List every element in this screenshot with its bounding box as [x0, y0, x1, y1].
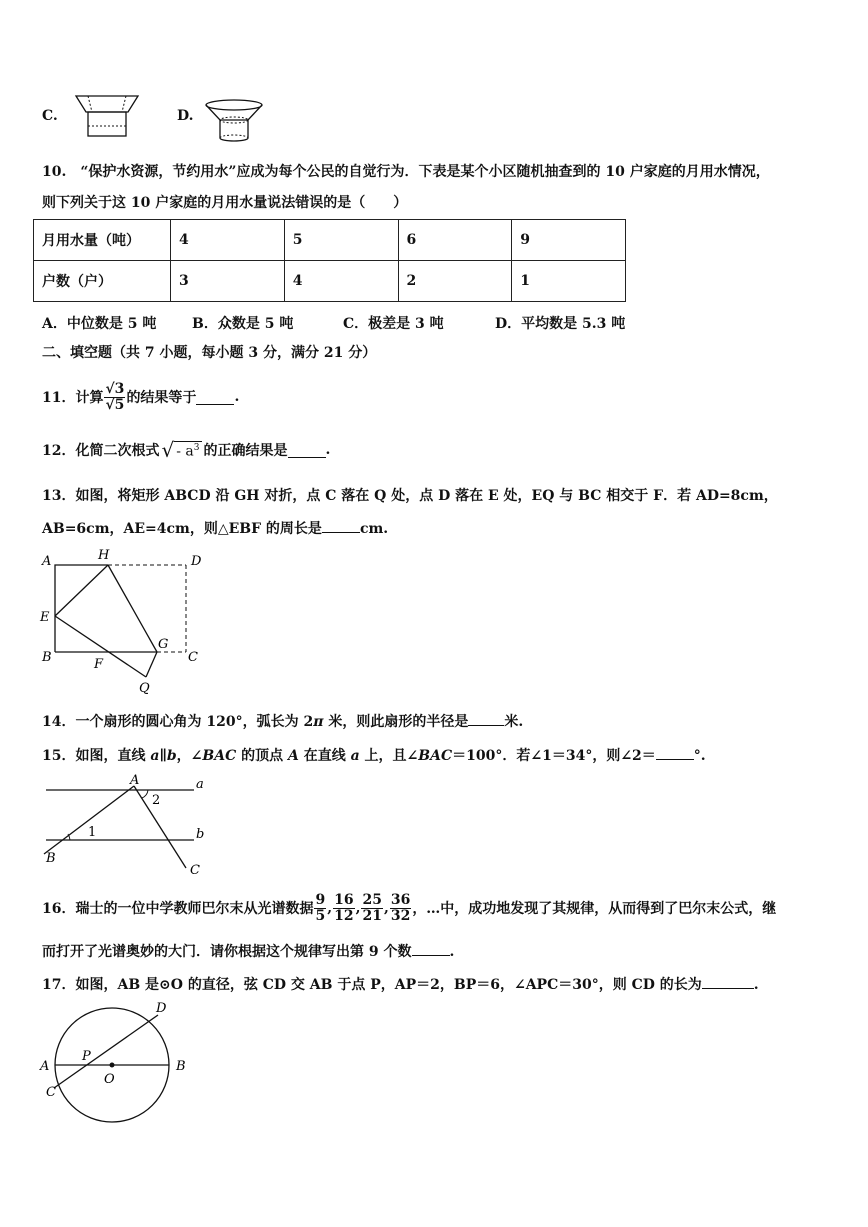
table-cell: 1 [512, 261, 626, 302]
table-cell: 9 [512, 220, 626, 261]
table-cell: 2 [398, 261, 512, 302]
q16-text-line2: 而打开了光谱奥妙的大门．请你根据这个规律写出第 9 个数 . [42, 941, 454, 961]
answer-blank [656, 745, 694, 760]
label-b: B [176, 1059, 186, 1074]
table-cell: 4 [284, 261, 398, 302]
table-cell: 户数（户） [34, 261, 171, 302]
q16-fraction: $\frac{36}{32}$ [390, 891, 411, 924]
answer-blank [196, 390, 234, 405]
label-b: B [42, 650, 52, 665]
label-b-point: B [46, 851, 56, 866]
q12-radical: √ - $a^3$ [161, 438, 200, 462]
q13-text-line2: AB=6cm，AE=4cm，则△EBF 的周长是 cm. [42, 518, 388, 538]
q14-text: 14．一个扇形的圆心角为 120°，弧长为 2π 米，则此扇形的半径是 米. [42, 711, 523, 731]
table-cell: 6 [398, 220, 512, 261]
q16-fraction: $\frac{9}{5}$ [315, 891, 326, 924]
answer-blank [288, 443, 326, 458]
table-cell: 3 [171, 261, 285, 302]
water-usage-table [33, 219, 626, 302]
label-o: O [104, 1072, 115, 1087]
q16-fraction: $\frac{25}{21}$ [362, 891, 382, 924]
label-line-a: a [196, 777, 204, 792]
q11-fraction: $\frac{√3}{√5}$ [105, 380, 125, 413]
table-cell: 4 [171, 220, 285, 261]
label-g: G [158, 637, 169, 652]
q16-fraction: $\frac{16}{12}$ [334, 891, 354, 924]
q16-text-line1: 16．瑞士的一位中学教师巴尔末从光谱数据 $\frac{9}{5}$ , $\frac{16}{12}$ , $\frac{25}{21}$ , $\frac{36}{32}$ ，…中，成功地发现了其规律，从而得到了巴尔末公式，继 [42, 891, 777, 924]
label-p: P [82, 1049, 91, 1064]
q10-option-c: C．极差是 3 吨 [343, 316, 444, 332]
answer-blank [412, 941, 450, 956]
label-f: F [94, 657, 104, 672]
section-heading: 二、填空题（共 7 小题，每小题 3 分，满分 21 分） [42, 345, 377, 361]
q17-circle-figure [36, 998, 196, 1128]
q13-rectangle-figure [36, 545, 216, 697]
label-c: C [188, 650, 198, 665]
q10-text-line2: 则下列关于这 10 户家庭的月用水量说法错误的是（ ） [42, 195, 408, 211]
q15-parallel-lines-figure [36, 772, 216, 880]
q15-text: 15．如图，直线 a∥b，∠BAC 的顶点 A 在直线 a 上，且∠BAC＝100°．若∠1＝34°，则∠2＝ °. [42, 745, 706, 765]
label-a-point: A [130, 773, 140, 788]
option-c-label: C. [42, 108, 58, 124]
label-c-point: C [190, 863, 200, 878]
q17-text: 17．如图，AB 是⊙O 的直径，弦 CD 交 AB 于点 P，AP＝2，BP＝6，∠APC＝30°，则 CD 的长为 . [42, 974, 759, 994]
q10-option-a: A．中位数是 5 吨 [42, 316, 157, 332]
table-cell: 月用水量（吨） [34, 220, 171, 261]
q12-text: 12．化简二次根式 √ - $a^3$ 的正确结果是 . [42, 438, 331, 462]
label-d: D [191, 554, 202, 569]
label-c: C [46, 1085, 56, 1100]
option-d-figure [202, 98, 266, 144]
q10-option-d: D．平均数是 5.3 吨 [495, 316, 626, 332]
label-h: H [98, 548, 110, 563]
label-a: A [40, 1059, 50, 1074]
table-row [34, 220, 626, 261]
label-e: E [40, 610, 50, 625]
q10-text-line1: 10. “保护水资源，节约用水”应成为每个公民的自觉行为．下表是某个小区随机抽查到的 10 户家庭的月用水情况， [42, 164, 770, 180]
label-a: A [42, 554, 52, 569]
table-cell: 5 [284, 220, 398, 261]
label-q: Q [139, 681, 150, 696]
label-angle-2: 2 [152, 793, 161, 808]
option-c-figure [68, 92, 146, 142]
q13-text-line1: 13．如图，将矩形 ABCD 沿 GH 对折，点 C 落在 Q 处，点 D 落在 E 处，EQ 与 BC 相交于 F．若 AD=8cm， [42, 488, 778, 504]
label-line-b: b [196, 827, 205, 842]
option-d-label: D. [177, 108, 194, 124]
answer-blank [702, 974, 754, 989]
answer-blank [468, 711, 504, 726]
label-d: D [156, 1001, 167, 1016]
q10-option-b: B．众数是 5 吨 [192, 316, 294, 332]
table-row [34, 261, 626, 302]
q11-text: 11．计算 $\frac{√3}{√5}$ 的结果等于 . [42, 380, 240, 413]
answer-blank [322, 518, 360, 533]
label-angle-1: 1 [88, 825, 97, 840]
